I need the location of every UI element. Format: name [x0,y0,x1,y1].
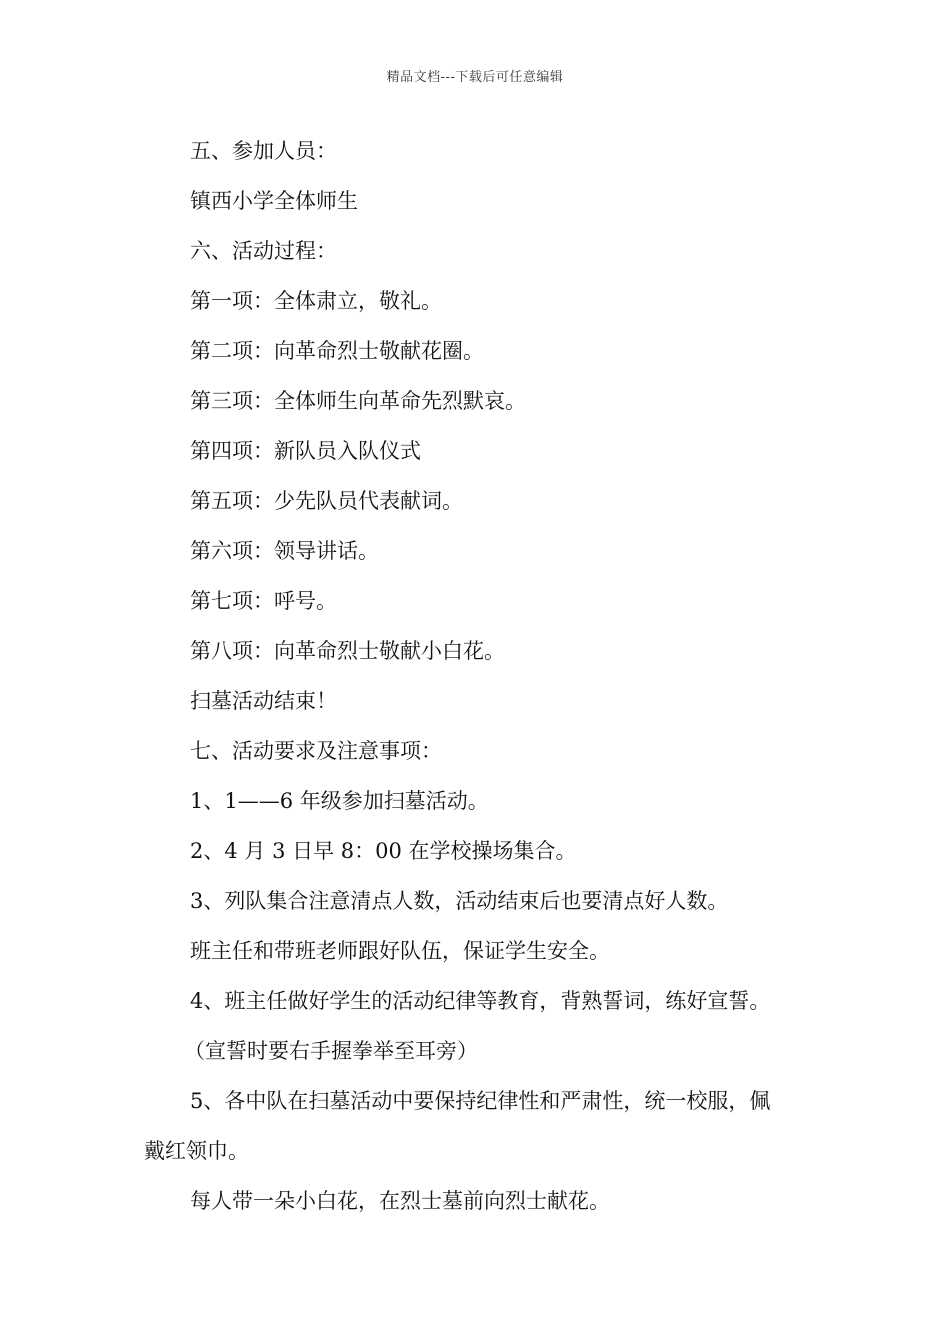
requirement-2: 2、4 月 3 日早 8：00 在学校操场集合。 [190,839,577,863]
process-step-8: 第八项：向革命烈士敬献小白花。 [190,639,505,663]
process-step-3: 第三项：全体师生向革命先烈默哀。 [190,389,526,413]
requirement-3: 3、列队集合注意清点人数，活动结束后也要清点好人数。 [190,889,729,913]
paragraph-participants: 镇西小学全体师生 [190,189,358,213]
requirement-1: 1、1——6 年级参加扫墓活动。 [190,789,489,813]
requirement-4-note: （宣誓时要右手握拳举至耳旁） [184,1039,478,1063]
process-step-6: 第六项：领导讲话。 [190,539,379,563]
process-step-4: 第四项：新队员入队仪式 [190,439,421,463]
process-step-2: 第二项：向革命烈士敬献花圈。 [190,339,484,363]
requirement-3-continued: 班主任和带班老师跟好队伍，保证学生安全。 [190,939,610,963]
process-end: 扫墓活动结束！ [190,689,337,713]
requirement-5: 5、各中队在扫墓活动中要保持纪律性和严肃性，统一校服，佩 [190,1089,771,1113]
requirement-5-wrap: 戴红领巾。 [144,1139,249,1163]
section-heading-process: 六、活动过程： [190,239,337,263]
section-heading-participants: 五、参加人员： [190,139,337,163]
requirement-5-continued: 每人带一朵小白花，在烈士墓前向烈士献花。 [190,1189,610,1213]
process-step-5: 第五项：少先队员代表献词。 [190,489,463,513]
section-heading-requirements: 七、活动要求及注意事项： [190,739,442,763]
page-header: 精品文档---下载后可任意编辑 [386,70,564,85]
process-step-7: 第七项：呼号。 [190,589,337,613]
requirement-4: 4、班主任做好学生的活动纪律等教育，背熟誓词，练好宣誓。 [190,989,771,1013]
process-step-1: 第一项：全体肃立，敬礼。 [190,289,442,313]
